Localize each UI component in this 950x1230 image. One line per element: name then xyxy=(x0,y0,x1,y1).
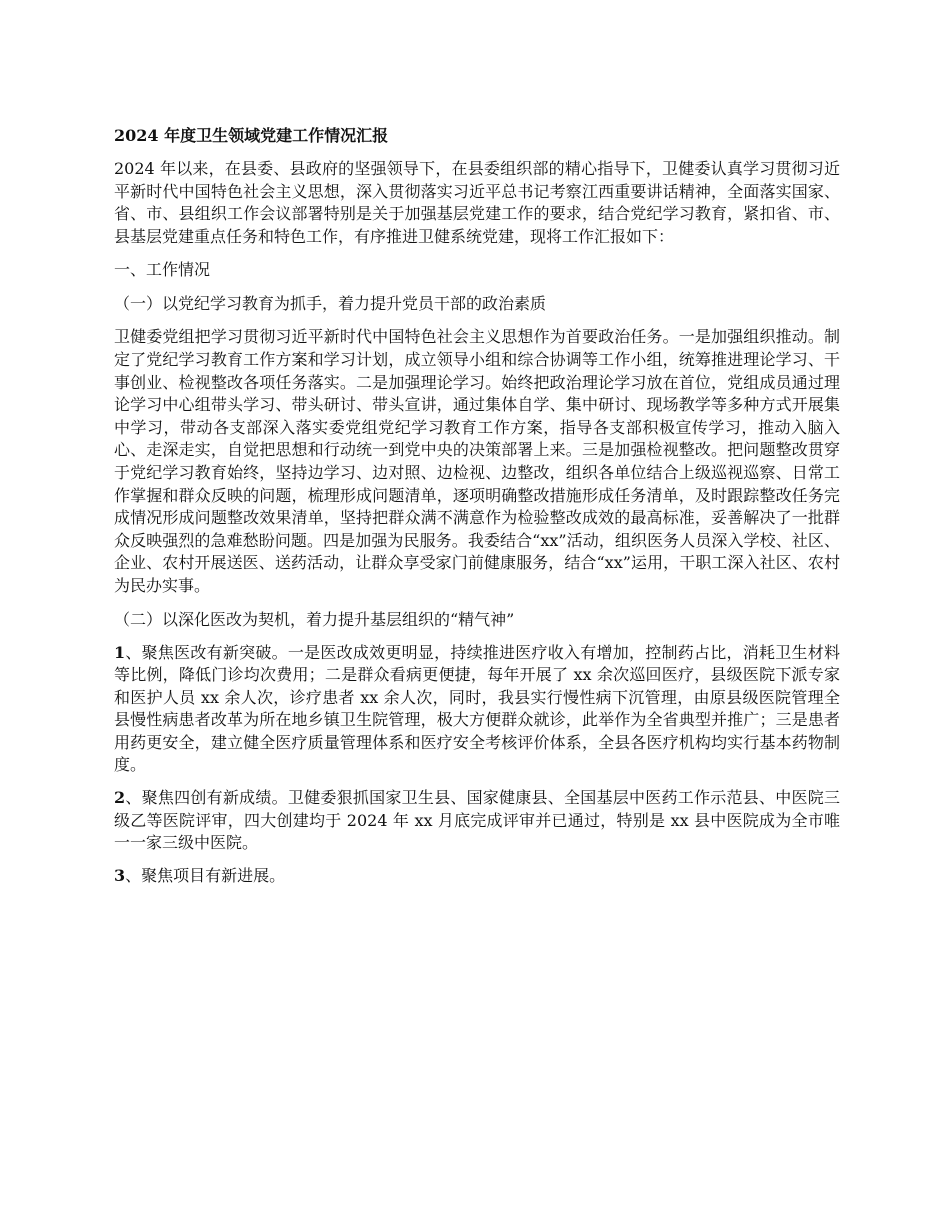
subsection-heading-1: （一）以党纪学习教育为抓手，着力提升党员干部的政治素质 xyxy=(114,294,547,314)
item-1-paragraph xyxy=(114,642,840,778)
item-2-text: 、聚焦四创有新成绩。卫健委狠抓国家卫生县、国家健康县、全国基层中医药工作示范县、中医院三级乙等医院评审，四大创建均于 2024 年 xx 月底完成评审并已通过，特别是 xx 县中医院成为全市唯一一家三级中医院。 xyxy=(114,788,840,853)
item-3-paragraph xyxy=(114,865,840,888)
item-3-number: 3 xyxy=(114,865,126,885)
subsection-heading-2: （二）以深化医改为契机，着力提升基层组织的“精气神” xyxy=(114,609,515,629)
section-heading-work-status: 一、工作情况 xyxy=(114,260,211,280)
document-title: 2024 年度卫生领域党建工作情况汇报 xyxy=(114,126,389,145)
subsection-1-paragraph: 卫健委党组把学习贯彻习近平新时代中国特色社会主义思想作为首要政治任务。一是加强组织推动。制定了党纪学习教育工作方案和学习计划，成立领导小组和综合协调等工作小组，统筹推进理论学习、干事创业、检视整改各项任务落实。二是加强理论学习。始终把政治理论学习放在首位，党组成员通过理论学习中心组带头学习、带头研讨、带头宣讲，通过集体自学、集中研讨、现场教学等多种方式开展集中学习，带动各支部深入落实委党组党纪学习教育工作方案，指导各支部积极宣传学习，推动入脑入心、走深走实，自觉把思想和行动统一到党中央的决策部署上来。三是加强检视整改。把问题整改贯穿于党纪学习教育始终，坚持边学习、边对照、边检视、边整改，组织各单位结合上级巡视巡察、日常工作掌握和群众反映的问题，梳理形成问题清单，逐项明确整改措施形成任务清单，及时跟踪整改任务完成情况形成问题整改效果清单，坚持把群众满不满意作为检验整改成效的最高标准，妥善解决了一批群众反映强烈的急难愁盼问题。四是加强为民服务。我委结合“xx”活动，组织医务人员深入学校、社区、企业、农村开展送医、送药活动，让群众享受家门前健康服务，结合“xx”运用，干职工深入社区、农村为民办实事。 xyxy=(114,327,840,595)
item-2-paragraph xyxy=(114,787,840,855)
item-2-number: 2 xyxy=(114,788,126,808)
intro-paragraph: 2024 年以来，在县委、县政府的坚强领导下，在县委组织部的精心指导下，卫健委认真学习贯彻习近平新时代中国特色社会主义思想，深入贯彻落实习近平总书记考察江西重要讲话精神，全面落实国家、省、市、县组织工作会议部署特别是关于加强基层党建工作的要求，结合党纪学习教育，紧扣省、市、县基层党建重点任务和特色工作，有序推进卫健系统党建，现将工作汇报如下： xyxy=(114,159,840,246)
item-1-text: 、聚焦医改有新突破。一是医改成效更明显，持续推进医疗收入有增加，控制药占比，消耗卫生材料等比例，降低门诊均次费用；二是群众看病更便捷，每年开展了 xx 余次巡回医疗，县级医院下派专家和医护人员 xx 余人次，诊疗患者 xx 余人次，同时，我县实行慢性病下沉管理，由原县级医院管理全县慢性病患者改革为所在地乡镇卫生院管理，极大方便群众就诊，此举作为全省典型并推广；三是患者用药更安全，建立健全医疗质量管理体系和医疗安全考核评价体系，全县各医疗机构均实行基本药物制度。 xyxy=(114,642,840,775)
item-3-text: 、聚焦项目有新进展。 xyxy=(125,865,286,885)
document-page xyxy=(114,124,840,897)
item-1-number: 1 xyxy=(114,642,126,662)
